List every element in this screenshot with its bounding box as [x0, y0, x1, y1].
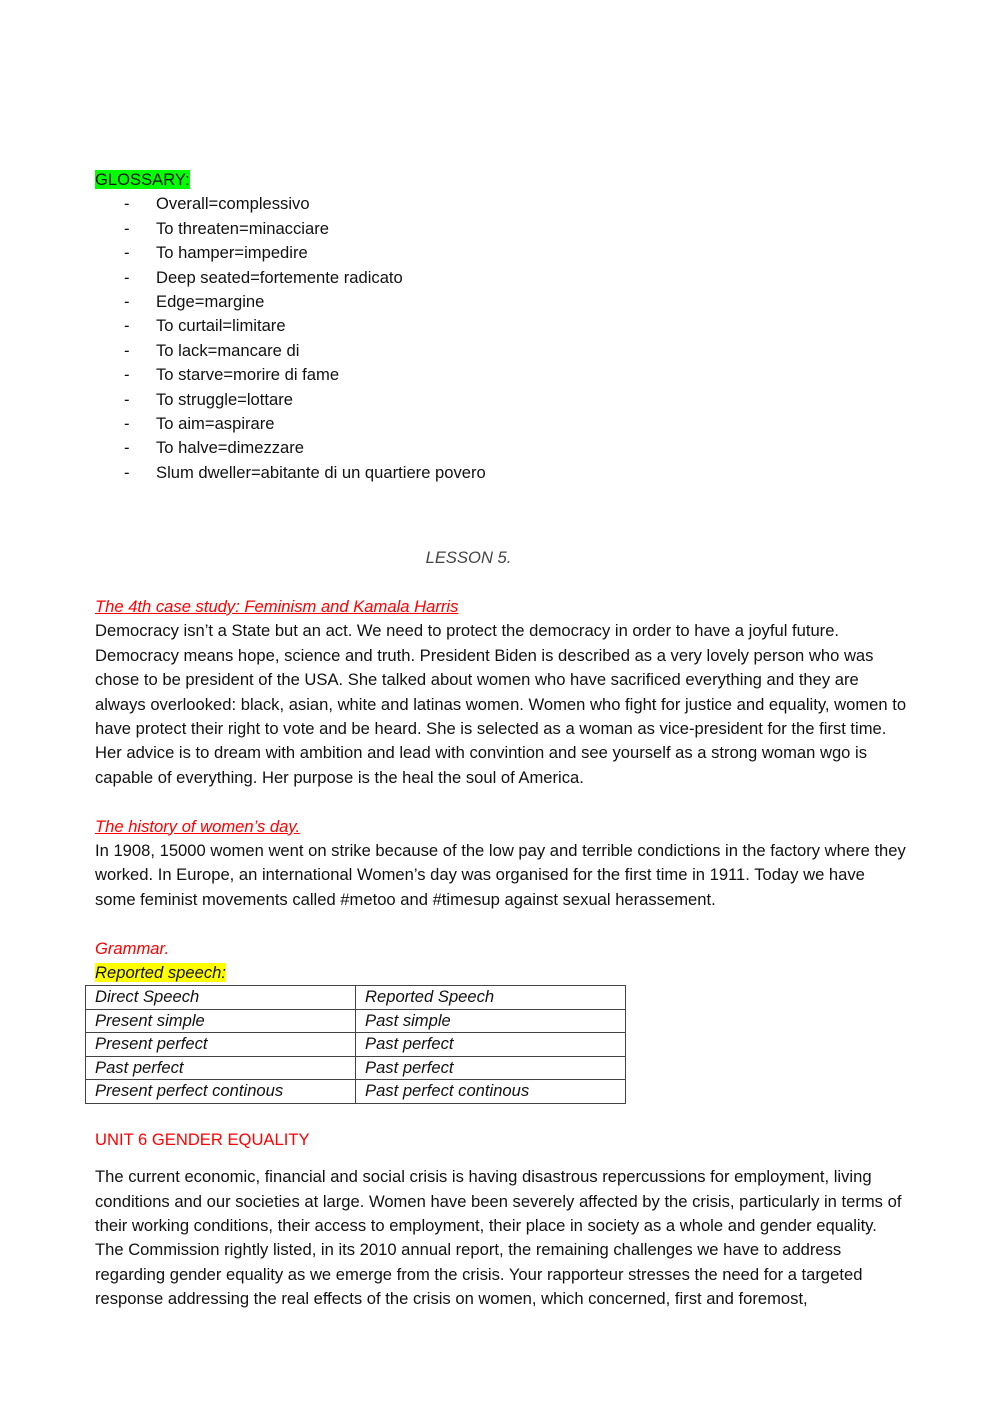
womens-day-body: In 1908, 15000 women went on strike because of the low pay and terrible condictions in the factory where they worked. In Europe, an international Women’s day was organised for the first time in 1911. Today we have some feminist movements called #metoo and #timesup against sexual herassement.: [95, 840, 906, 909]
glossary-item-text: Deep seated=fortemente radicato: [156, 267, 403, 287]
womens-day-heading: The history of women’s day.: [95, 816, 301, 836]
table-row: [86, 1080, 626, 1104]
unit-6-title: UNIT 6 GENDER EQUALITY: [95, 1129, 310, 1149]
bullet-dash: -: [124, 267, 130, 287]
glossary-item: [95, 339, 907, 363]
glossary-item-text: To hamper=impedire: [156, 243, 308, 263]
table-row: [86, 1009, 626, 1033]
bullet-dash: -: [124, 194, 130, 214]
womens-day-section: [95, 815, 907, 913]
glossary-item-text: To starve=morire di fame: [156, 365, 340, 385]
glossary-item: [95, 412, 907, 436]
glossary-list: [95, 192, 907, 485]
glossary-item: [95, 241, 907, 265]
glossary-item-text: To aim=aspirare: [156, 413, 275, 433]
glossary-item: [95, 436, 907, 460]
table-cell: Past perfect continous: [356, 1080, 626, 1104]
glossary-item: [95, 363, 907, 387]
bullet-dash: -: [124, 218, 130, 238]
glossary-item-text: To threaten=minacciare: [156, 218, 329, 238]
bullet-dash: -: [124, 438, 130, 458]
spacer: [95, 571, 907, 595]
table-cell: Direct Speech: [86, 986, 356, 1010]
case-study-heading: The 4th case study: Feminism and Kamala Harris: [95, 596, 459, 616]
glossary-item-text: To curtail=limitare: [156, 316, 286, 336]
glossary-item: [95, 217, 907, 241]
glossary-item: [95, 192, 907, 216]
table-cell: Present perfect continous: [86, 1080, 356, 1104]
table-cell: Past simple: [356, 1009, 626, 1033]
table-cell: Present simple: [86, 1009, 356, 1033]
glossary-item-text: Edge=margine: [156, 291, 265, 311]
table-cell: Present perfect: [86, 1033, 356, 1057]
grammar-section: [95, 937, 907, 1104]
glossary-title: GLOSSARY:: [95, 170, 190, 189]
table-cell: Past perfect: [356, 1033, 626, 1057]
table-row: [86, 1056, 626, 1080]
glossary-item: [95, 461, 907, 485]
glossary-item-text: To lack=mancare di: [156, 340, 300, 360]
table-cell: Past perfect: [356, 1056, 626, 1080]
glossary-item-text: Slum dweller=abitante di un quartiere povero: [156, 462, 486, 482]
glossary-item: [95, 314, 907, 338]
spacer: [95, 912, 907, 936]
grammar-heading: Grammar.: [95, 938, 170, 958]
table-row: [86, 986, 626, 1010]
bullet-dash: -: [124, 389, 130, 409]
bullet-dash: -: [124, 413, 130, 433]
bullet-dash: -: [124, 340, 130, 360]
case-study-body: Democracy isn’t a State but an act. We need to protect the democracy in order to have a joyful future. Democracy means hope, science and truth. President Biden is described as a very lovely person who was chose to be president of the USA. She talked about women who have sacrificed everything and they are always overlooked: black, asian, white and latinas women. Women who fight for justice and equality, women to have protect their right to vote and be heard. She is selected as a woman as vice-president for the first time. Her advice is to dream with ambition and lead with convintion and see yourself as a strong woman wgo is capable of everything. Her purpose is the heal the soul of America.: [95, 621, 907, 787]
glossary-item-text: Overall=complessivo: [156, 194, 310, 214]
case-study-section: [95, 595, 907, 790]
document-page: [95, 168, 907, 1312]
bullet-dash: -: [124, 365, 130, 385]
reported-speech-table: [85, 985, 626, 1104]
glossary-item-text: To halve=dimezzare: [156, 438, 305, 458]
bullet-dash: -: [124, 462, 130, 482]
glossary-item: [95, 266, 907, 290]
bullet-dash: -: [124, 243, 130, 263]
unit-6-body: The current economic, financial and social crisis is having disastrous repercussions for employment, living conditions and our societies at large. Women have been severely affected by the crisis, particularly in terms of their working conditions, their access to employment, their place in society as a whole and gender equality. The Commission rightly listed, in its 2010 annual report, the remaining challenges we have to address regarding gender equality as we emerge from the crisis. Your rapporteur stresses the need for a targeted response addressing the real effects of the crisis on women, which concerned, first and foremost,: [95, 1167, 902, 1309]
bullet-dash: -: [124, 291, 130, 311]
bullet-dash: -: [124, 316, 130, 336]
glossary-section: [95, 168, 907, 485]
glossary-item: [95, 290, 907, 314]
table-row: [86, 1033, 626, 1057]
table-cell: Reported Speech: [356, 986, 626, 1010]
reported-speech-heading: Reported speech:: [95, 962, 226, 982]
reported-speech-line: [95, 961, 907, 985]
lesson-title: LESSON 5.: [425, 548, 512, 568]
spacer: [95, 790, 907, 814]
glossary-item: [95, 388, 907, 412]
table-cell: Past perfect: [86, 1056, 356, 1080]
glossary-item-text: To struggle=lottare: [156, 389, 293, 409]
